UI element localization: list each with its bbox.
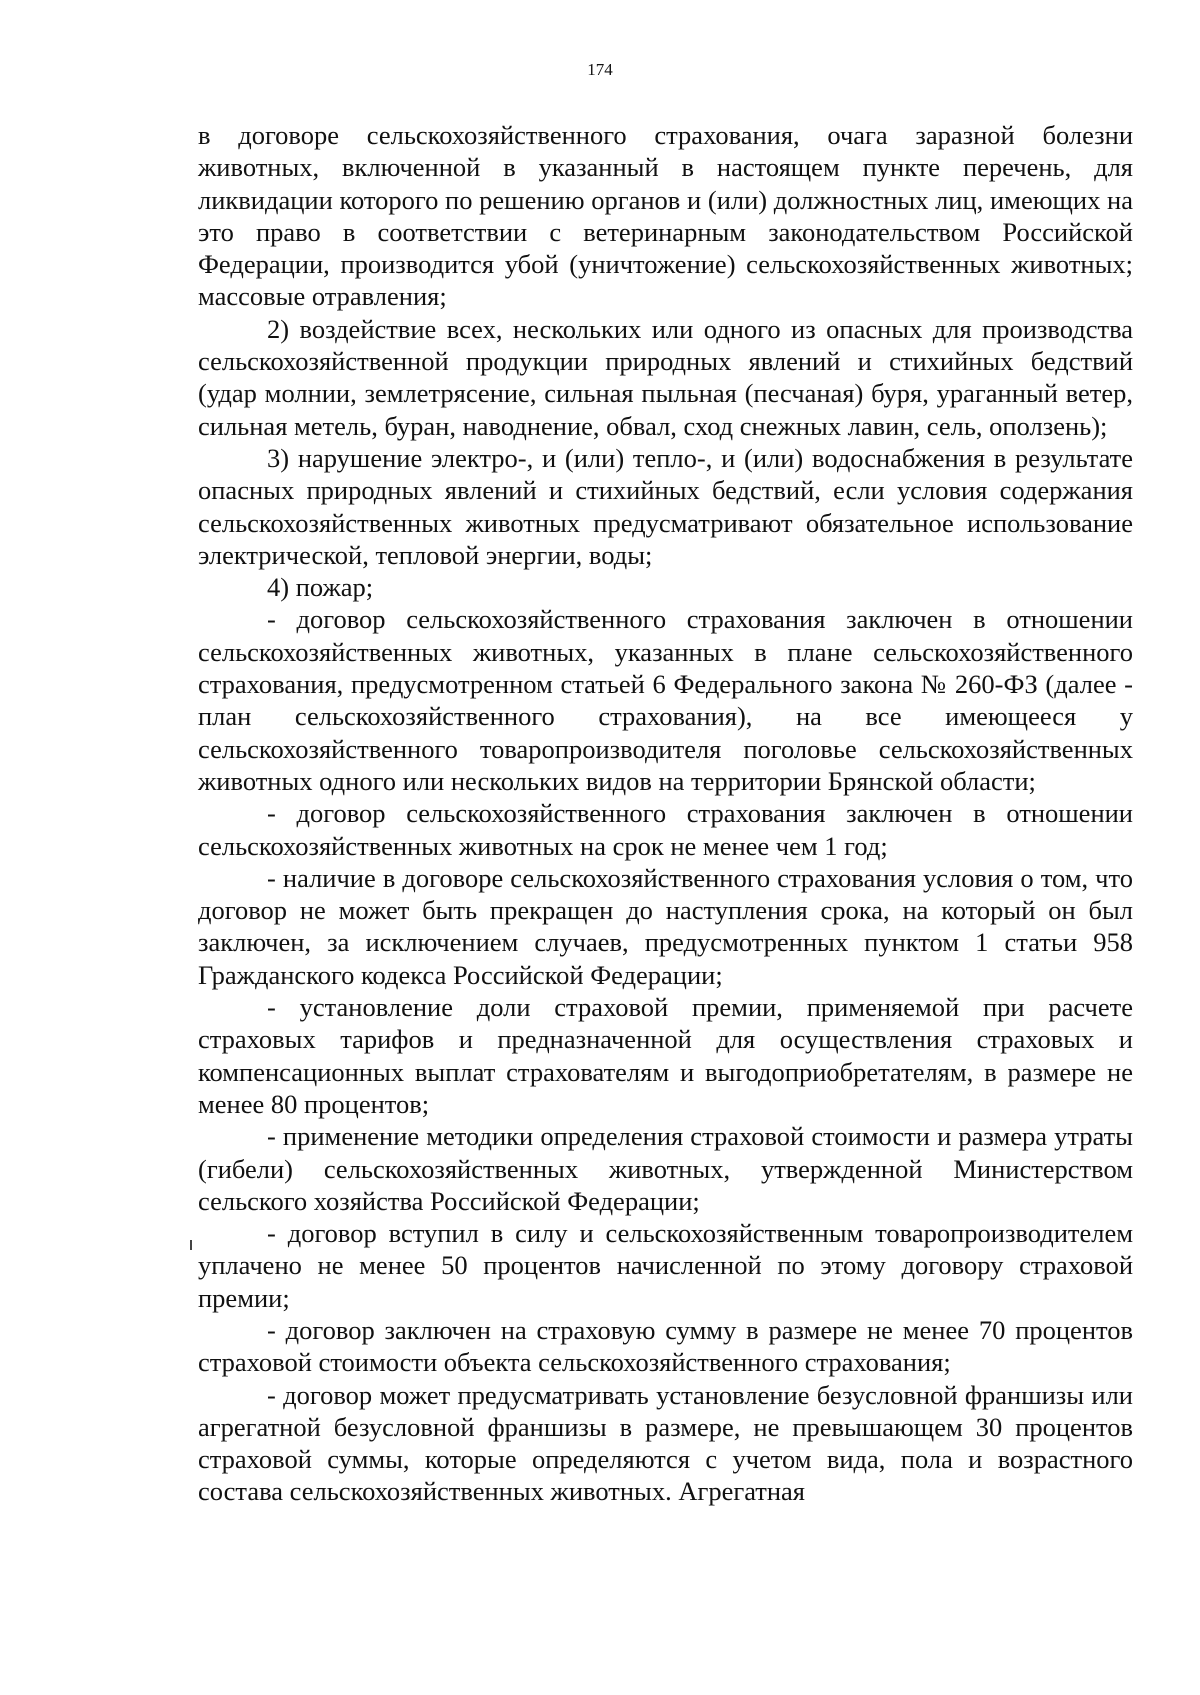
scan-margin-mark — [190, 1240, 192, 1250]
condition-paragraph: - установление доли страховой премии, применяемой при расчете страховых тарифов и предназначенной для осуществления страховых и компенсационных выплат страхователям и выгодоприобретателям, в размере не менее 80 процентов; — [198, 992, 1133, 1119]
document-body — [198, 119, 1133, 1508]
condition-paragraph: - договор заключен на страховую сумму в размере не менее 70 процентов страховой стоимости объекта сельскохозяйственного страхования; — [198, 1314, 1133, 1378]
paragraph-item-3: 3) нарушение электро-, и (или) тепло-, и (или) водоснабжения в результате опасных природных явлений и стихийных бедствий, если условия содержания сельскохозяйственных животных предусматривают обязательное использование электрической, тепловой энергии, воды; — [198, 442, 1133, 570]
condition-paragraph: - договор сельскохозяйственного страхования заключен в отношении сельскохозяйственных животных на срок не менее чем 1 год; — [198, 798, 1133, 861]
paragraph-item-4: 4) пожар; — [267, 572, 374, 603]
condition-paragraph: - договор сельскохозяйственного страхования заключен в отношении сельскохозяйственных животных, указанных в плане сельскохозяйственного страхования, предусмотренном статьей 6 Федерального закона № 260-ФЗ (далее - план сельскохозяйственного страхования), на все имеющееся у сельскохозяйственного товаропроизводителя поголовье сельскохозяйственных животных одного или нескольких видов на территории Брянской области; — [198, 604, 1133, 796]
paragraph-item-2: 2) воздействие всех, нескольких или одного из опасных для производства сельскохозяйственной продукции природных явлений и стихийных бедствий (удар молнии, землетрясение, сильная пыльная (песчаная) буря, ураганный ветер, сильная метель, буран, наводнение, обвал, сход снежных лавин, сель, оползень); — [198, 313, 1133, 441]
condition-paragraph: - договор вступил в силу и сельскохозяйственным товаропроизводителем уплачено не менее 50 процентов начисленной по этому договору страховой премии; — [198, 1218, 1133, 1313]
condition-paragraph: - договор может предусматривать установление безусловной франшизы или агрегатной безусловной франшизы в размере, не превышающем 30 процентов страховой суммы, которые определяются с учетом вида, пола и возрастного состава сельскохозяйственных животных. Агрегатная — [198, 1379, 1133, 1507]
condition-paragraph: - применение методики определения страховой стоимости и размера утраты (гибели) сельскохозяйственных животных, утвержденной Министерством сельского хозяйства Российской Федерации; — [198, 1121, 1133, 1216]
page-number: 174 — [587, 60, 613, 79]
paragraph-continuation: в договоре сельскохозяйственного страхования, очага заразной болезни животных, включенной в указанный в настоящем пункте перечень, для ликвидации которого по решению органов и (или) должностных лиц, имеющих на это право в соответствии с ветеринарным законодательством Российской Федерации, производится убой (уничтожение) сельскохозяйственных животных; массовые отравления; — [198, 120, 1133, 312]
condition-paragraph: - наличие в договоре сельскохозяйственного страхования условия о том, что договор не может быть прекращен до наступления срока, на который он был заключен, за исключением случаев, предусмотренных пунктом 1 статьи 958 Гражданского кодекса Российской Федерации; — [198, 862, 1133, 990]
